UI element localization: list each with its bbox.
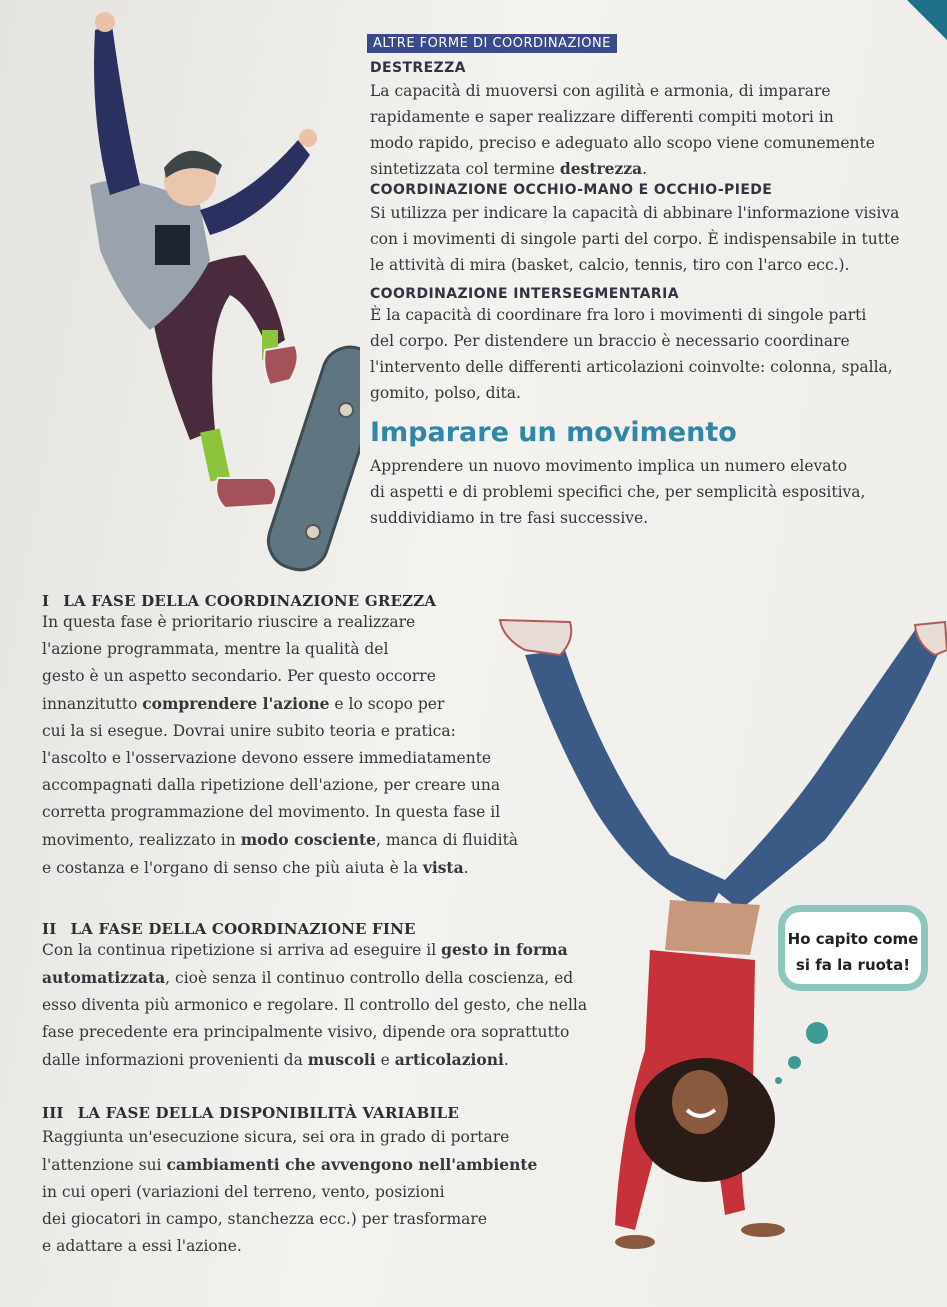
skateboarder-image [40, 0, 360, 590]
intersegmentaria-heading: COORDINAZIONE INTERSEGMENTARIA [370, 286, 679, 302]
page-corner-tab [907, 0, 947, 40]
bubble-line: Ho capito come [787, 930, 919, 948]
text-line: l'intervento delle differenti articolazioni coinvolte: colonna, spalla, [370, 358, 893, 376]
text-line: innanzitutto comprendere l'azione e lo scopo per [42, 694, 445, 713]
bold-term: articolazioni [394, 1050, 504, 1069]
text-line: automatizzata, cioè senza il continuo controllo della coscienza, ed [42, 968, 574, 987]
text-line: gomito, polso, dita. [370, 384, 521, 402]
text-line: cui la si esegue. Dovrai unire subito teoria e pratica: [42, 722, 456, 740]
text-line: accompagnati dalla ripetizione dell'azione, per creare una [42, 776, 501, 794]
destrezza-text [370, 78, 875, 182]
text-line: Apprendere un nuovo movimento implica un numero elevato [370, 457, 848, 475]
text-line: dei giocatori in campo, stanchezza ecc.) per trasformare [42, 1210, 488, 1228]
bubble-dot-large [806, 1022, 828, 1044]
text-line: l'attenzione sui cambiamenti che avvengono nell'ambiente [42, 1155, 538, 1174]
bubble-line: si fa la ruota! [795, 956, 911, 974]
fase1-text [42, 609, 518, 882]
text-line: Si utilizza per indicare la capacità di abbinare l'informazione visiva [370, 204, 900, 222]
bold-term: comprendere l'azione [142, 694, 330, 713]
text-line: La capacità di muoversi con agilità e armonia, di imparare [370, 82, 831, 100]
fase3-number: III [42, 1104, 64, 1122]
destrezza-heading: DESTREZZA [370, 60, 466, 76]
text-line: movimento, realizzato in modo cosciente, manca di fluidità [42, 830, 519, 849]
text-line: del corpo. Per distendere un braccio è necessario coordinare [370, 332, 850, 350]
fase2-title: LA FASE DELLA COORDINAZIONE FINE [70, 920, 416, 938]
bold-term: gesto in forma [441, 940, 568, 959]
text-line: l'ascolto e l'osservazione devono essere immediatamente [42, 749, 492, 767]
bold-term: modo cosciente [240, 830, 376, 849]
imparare-title: Imparare un movimento [370, 417, 737, 448]
text-line: sintetizzata col termine destrezza. [370, 159, 648, 178]
fase3-title: LA FASE DELLA DISPONIBILITÀ VARIABILE [77, 1104, 460, 1122]
text-line: Raggiunta un'esecuzione sicura, sei ora in grado di portare [42, 1128, 510, 1146]
thought-bubble [778, 905, 928, 991]
fase1-number: I [42, 592, 50, 610]
text-line: esso diventa più armonico e regolare. Il controllo del gesto, che nella [42, 996, 588, 1014]
section-caption: ALTRE FORME DI COORDINAZIONE [367, 34, 617, 53]
text-line: corretta programmazione del movimento. In questa fase il [42, 803, 501, 821]
text-line: fase precedente era principalmente visivo, dipende ora soprattutto [42, 1023, 570, 1041]
text-line: di aspetti e di problemi specifici che, per semplicità espositiva, [370, 483, 866, 501]
text-line: In questa fase è prioritario riuscire a realizzare [42, 613, 416, 631]
fase1-title: LA FASE DELLA COORDINAZIONE GREZZA [63, 592, 437, 610]
text-line: gesto è un aspetto secondario. Per questo occorre [42, 667, 436, 685]
bold-term: destrezza [559, 159, 643, 178]
text-line: e costanza e l'organo di senso che più aiuta è la vista. [42, 858, 469, 877]
bubble-dot-medium [788, 1056, 801, 1069]
imparare-text [370, 453, 865, 531]
text-line: dalle informazioni provenienti da muscoli e articolazioni. [42, 1050, 509, 1069]
text-line: È la capacità di coordinare fra loro i movimenti di singole parti [370, 306, 867, 324]
text-line: suddividiamo in tre fasi successive. [370, 509, 649, 527]
occhio-heading: COORDINAZIONE OCCHIO-MANO E OCCHIO-PIEDE [370, 182, 773, 198]
bubble-dot-small [775, 1077, 782, 1084]
fase3-text [42, 1124, 537, 1260]
bold-term: vista [422, 858, 464, 877]
text-line: in cui operi (variazioni del terreno, vento, posizioni [42, 1183, 445, 1201]
fase1-heading [42, 592, 436, 610]
fase3-heading [42, 1104, 459, 1122]
bold-term: cambiamenti che avvengono nell'ambiente [166, 1155, 538, 1174]
fase2-number: II [42, 920, 57, 938]
bold-term: automatizzata [42, 968, 166, 987]
text-line: rapidamente e saper realizzare differenti compiti motori in [370, 108, 834, 126]
text-line: e adattare a essi l'azione. [42, 1237, 242, 1255]
text-line: l'azione programmata, mentre la qualità del [42, 640, 389, 658]
text-line: con i movimenti di singole parti del corpo. È indispensabile in tutte [370, 230, 900, 248]
intersegmentaria-text [370, 302, 893, 406]
text-line: modo rapido, preciso e adeguato allo scopo viene comunemente [370, 134, 875, 152]
bold-term: muscoli [307, 1050, 376, 1069]
fase2-text [42, 936, 587, 1074]
text-line: Con la continua ripetizione si arriva ad eseguire il gesto in forma [42, 940, 568, 959]
text-line: le attività di mira (basket, calcio, tennis, tiro con l'arco ecc.). [370, 256, 850, 274]
occhio-text [370, 200, 899, 278]
